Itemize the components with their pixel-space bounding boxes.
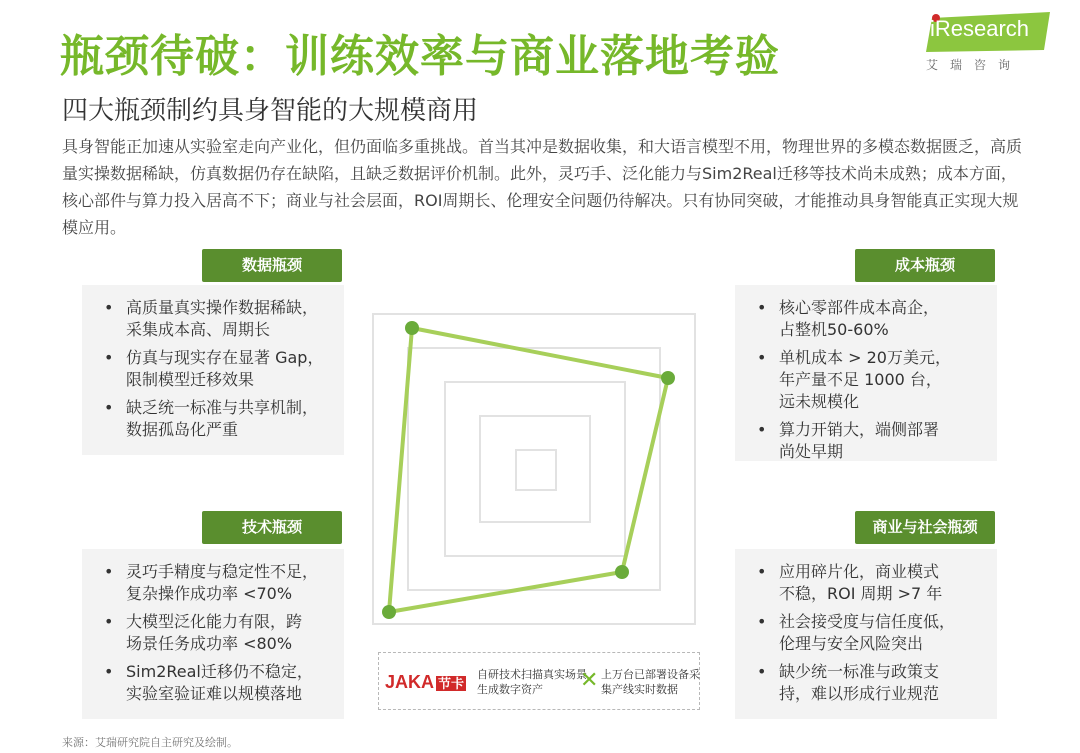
list-item: • 社会接受度与信任度低， 伦理与安全风险突出	[753, 611, 987, 655]
jaka-text-devices: 上万台已部署设备采集产线实时数据	[601, 668, 700, 696]
bottleneck-radar-diagram	[370, 310, 710, 630]
radar-point-data	[405, 321, 419, 335]
jaka-text-scan: 自研技术扫描真实场景生成数字资产	[477, 668, 587, 696]
page-title: 瓶颈待破：训练效率与商业落地考验	[60, 31, 780, 82]
panel-tech-bottleneck	[82, 549, 344, 719]
list-item: • 仿真与现实存在显著 Gap， 限制模型迁移效果	[100, 347, 334, 391]
tag-cost-bottleneck: 成本瓶颈	[855, 249, 995, 282]
logo-wordmark: iResearch	[930, 16, 1030, 41]
list-item: • 应用碎片化，商业模式 不稳，ROI 周期 >7 年	[753, 561, 987, 605]
tag-tech-bottleneck: 技术瓶颈	[202, 511, 342, 544]
list-item: • 高质量真实操作数据稀缺， 采集成本高、周期长	[100, 297, 334, 341]
jaka-callout	[378, 652, 700, 710]
cross-icon: ✕	[580, 668, 599, 693]
radar-grid-square	[516, 450, 556, 490]
intro-paragraph: 具身智能正加速从实验室走向产业化，但仍面临多重挑战。首当其冲是数据收集，和大语言模型不用，物理世界的多模态数据匮乏，高质量实操数据稀缺，仿真数据仍存在缺陷，且缺乏数据评价机制。此外，灵巧手、泛化能力与Sim2Real迁移等技术尚未成熟；成本方面，核心部件与算力投入居高不下；商业与社会层面，ROI周期长、伦理安全问题仍待解决。只有协同突破，才能推动具身智能真正实现大规模应用。	[62, 137, 1023, 237]
radar-point-business	[615, 565, 629, 579]
tag-data-bottleneck: 数据瓶颈	[202, 249, 342, 282]
list-item: • 灵巧手精度与稳定性不足， 复杂操作成功率 <70%	[100, 561, 334, 605]
list-item: • 缺少统一标准与政策支 持，难以形成行业规范	[753, 661, 987, 705]
radar-grid-square	[480, 416, 590, 522]
source-note: 来源：艾瑞研究院自主研究及绘制。	[62, 736, 238, 749]
iresearch-logo	[922, 10, 1052, 76]
panel-cost-bottleneck	[735, 285, 997, 461]
list-item: • 大模型泛化能力有限，跨 场景任务成功率 <80%	[100, 611, 334, 655]
jaka-logo: JAKA 节卡	[385, 672, 465, 692]
list-item: • 核心零部件成本高企， 占整机50-60%	[753, 297, 987, 341]
logo-subtext: 艾瑞咨询	[926, 58, 1023, 72]
list-item: • Sim2Real迁移仍不稳定， 实验室验证难以规模落地	[100, 661, 334, 705]
radar-grid-square	[445, 382, 625, 556]
list-item: • 单机成本 > 20万美元， 年产量不足 1000 台， 远未规模化	[753, 347, 987, 413]
list-item: • 算力开销大，端侧部署 尚处早期	[753, 419, 987, 463]
panel-business-bottleneck	[735, 549, 997, 719]
radar-point-tech	[382, 605, 396, 619]
panel-data-bottleneck	[82, 285, 344, 455]
radar-point-cost	[661, 371, 675, 385]
list-item: • 缺乏统一标准与共享机制， 数据孤岛化严重	[100, 397, 334, 441]
section-subtitle: 四大瓶颈制约具身智能的大规模商用	[62, 96, 479, 126]
tag-business-bottleneck: 商业与社会瓶颈	[855, 511, 995, 544]
